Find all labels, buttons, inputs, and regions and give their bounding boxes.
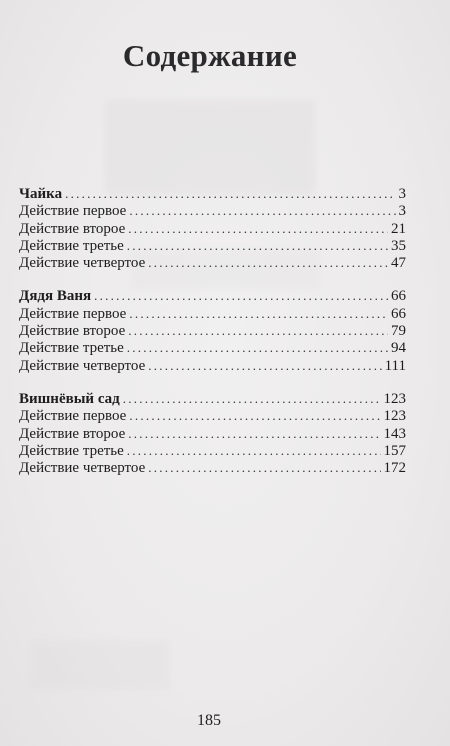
toc-entry-label: Действие первое xyxy=(19,203,127,220)
toc-entry-row xyxy=(19,442,406,459)
toc-page-number: 21 xyxy=(391,220,406,237)
toc-page-number: 66 xyxy=(391,288,406,305)
toc-entry-row xyxy=(19,322,406,339)
toc-page-number: 3 xyxy=(398,186,406,202)
toc-entry-row xyxy=(19,237,406,254)
dot-leader xyxy=(94,287,388,304)
toc-entry-row xyxy=(19,254,406,271)
toc-page-number: 123 xyxy=(383,390,406,407)
toc-heading-row xyxy=(19,390,406,407)
toc-heading-row xyxy=(19,287,406,304)
toc-page-number: 94 xyxy=(391,340,406,357)
dot-leader xyxy=(148,459,380,476)
toc-page-number: 3 xyxy=(398,203,406,220)
toc-page-number: 47 xyxy=(391,255,406,272)
dot-leader xyxy=(128,322,388,339)
page-number-footer: 185 xyxy=(197,712,221,729)
toc-entry-row xyxy=(19,305,406,322)
toc-entry-row xyxy=(19,202,406,219)
toc-entry-row xyxy=(19,357,406,374)
toc-heading-label: Чайка xyxy=(19,186,63,202)
dot-leader xyxy=(65,185,395,202)
toc-section-vishnevyi-sad xyxy=(19,390,406,476)
dot-leader xyxy=(148,254,388,271)
table-of-contents xyxy=(19,185,406,492)
show-through-smudge xyxy=(30,640,170,690)
toc-entry-label: Действие четвертое xyxy=(19,255,146,272)
page-title: Содержание xyxy=(122,38,298,73)
toc-entry-label: Действие первое xyxy=(19,305,127,322)
dot-leader xyxy=(127,339,388,356)
toc-section-dyadya-vanya xyxy=(19,287,406,373)
show-through-smudge xyxy=(105,100,315,195)
toc-heading-label: Вишнёвый сад xyxy=(19,390,120,407)
toc-entry-label: Действие второе xyxy=(19,425,126,442)
toc-page-number: 79 xyxy=(391,323,406,340)
toc-page-number: 35 xyxy=(391,237,406,254)
toc-entry-label: Действие второе xyxy=(19,323,126,340)
dot-leader xyxy=(127,442,381,459)
toc-entry-row xyxy=(19,220,406,237)
toc-entry-label: Действие третье xyxy=(19,340,124,357)
dot-leader xyxy=(148,357,381,374)
toc-entry-row xyxy=(19,459,406,476)
toc-entry-label: Действие первое xyxy=(19,408,127,425)
toc-page-number: 123 xyxy=(383,408,406,425)
toc-entry-row xyxy=(19,339,406,356)
toc-page-number: 143 xyxy=(383,425,406,442)
dot-leader xyxy=(128,425,380,442)
toc-entry-label: Действие второе xyxy=(19,220,126,237)
toc-heading-label: Дядя Ваня xyxy=(19,288,92,305)
toc-section-chaika xyxy=(19,185,406,271)
toc-heading-row xyxy=(19,185,406,202)
dot-leader xyxy=(129,202,395,219)
toc-entry-label: Действие третье xyxy=(19,237,124,254)
dot-leader xyxy=(127,237,388,254)
toc-entry-label: Действие третье xyxy=(19,442,124,459)
toc-entry-label: Действие четвертое xyxy=(19,357,146,374)
toc-entry-label: Действие четвертое xyxy=(19,460,146,477)
toc-page-number: 66 xyxy=(391,305,406,322)
toc-page-number: 111 xyxy=(384,357,406,374)
dot-leader xyxy=(129,305,388,322)
dot-leader xyxy=(123,390,381,407)
dot-leader xyxy=(128,220,388,237)
toc-page-number: 172 xyxy=(383,460,406,477)
toc-page-number: 157 xyxy=(383,442,406,459)
toc-entry-row xyxy=(19,407,406,424)
toc-entry-row xyxy=(19,425,406,442)
dot-leader xyxy=(129,407,380,424)
